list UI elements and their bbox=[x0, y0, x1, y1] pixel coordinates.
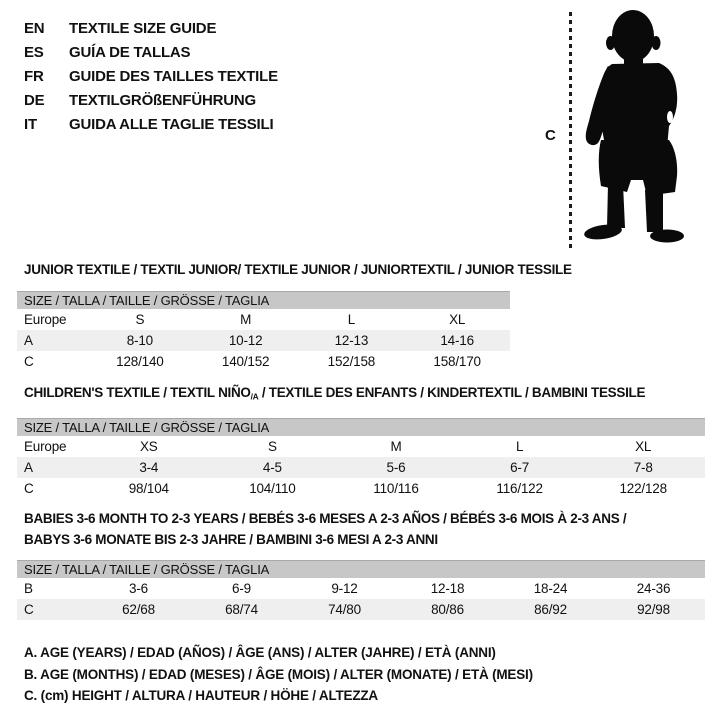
babies-section-title bbox=[24, 508, 626, 550]
size-cell: 68/74 bbox=[225, 602, 258, 617]
size-cell: 128/140 bbox=[116, 354, 164, 369]
lang-row-it bbox=[24, 112, 278, 136]
table-row-months bbox=[17, 578, 705, 599]
size-cell: 4-5 bbox=[262, 460, 282, 475]
row-label: A bbox=[24, 460, 33, 475]
size-header-bar: SIZE / TALLA / TAILLE / GRÖSSE / TAGLIA bbox=[17, 418, 705, 436]
size-cell: 3-4 bbox=[139, 460, 159, 475]
size-cell: 110/116 bbox=[373, 481, 419, 496]
children-title-sub: /A bbox=[250, 391, 259, 402]
size-cell: 140/152 bbox=[221, 354, 270, 369]
footnote-legend bbox=[24, 642, 533, 707]
row-label: C bbox=[24, 354, 34, 369]
size-cell: 24-36 bbox=[636, 581, 671, 596]
lang-code: EN bbox=[24, 19, 45, 37]
row-label: Europe bbox=[24, 439, 67, 454]
table-row-height bbox=[17, 599, 705, 620]
toddler-silhouette-icon bbox=[581, 6, 700, 252]
lang-row-es bbox=[24, 40, 278, 64]
table-row-age bbox=[17, 330, 510, 351]
size-cell: XL bbox=[635, 439, 652, 454]
size-cell: 98/104 bbox=[128, 481, 169, 496]
size-cell: 12-13 bbox=[334, 333, 369, 348]
size-cell: XL bbox=[449, 312, 466, 327]
lang-code: ES bbox=[24, 43, 44, 61]
size-cell: 86/92 bbox=[534, 602, 567, 617]
lang-row-en bbox=[24, 16, 278, 40]
lang-code: IT bbox=[24, 115, 37, 133]
size-cell: 92/98 bbox=[637, 602, 670, 617]
children-size-table bbox=[17, 418, 705, 499]
row-label: A bbox=[24, 333, 33, 348]
size-cell: 8-10 bbox=[126, 333, 153, 348]
size-cell: 122/128 bbox=[619, 481, 667, 496]
size-cell: 12-18 bbox=[430, 581, 465, 596]
size-cell: S bbox=[267, 439, 277, 454]
table-row-europe bbox=[17, 436, 705, 457]
size-cell: 5-6 bbox=[386, 460, 406, 475]
size-cell: M bbox=[240, 312, 252, 327]
size-cell: 18-24 bbox=[533, 581, 568, 596]
size-cell: 80/86 bbox=[431, 602, 464, 617]
footnote-b: B. AGE (MONTHS) / EDAD (MESES) / ÂGE (MOIS) / ALTER (MONATE) / ETÀ (MESI) bbox=[24, 666, 533, 682]
size-cell: 116/122 bbox=[496, 481, 543, 496]
table-row-height bbox=[17, 478, 705, 499]
junior-size-table bbox=[17, 291, 510, 372]
lang-row-fr bbox=[24, 64, 278, 88]
size-cell: 104/110 bbox=[249, 481, 296, 496]
size-cell: 7-8 bbox=[633, 460, 653, 475]
size-header-bar: SIZE / TALLA / TAILLE / GRÖSSE / TAGLIA bbox=[17, 560, 705, 578]
lang-label: TEXTILGRÖßENFÜHRUNG bbox=[69, 91, 257, 109]
row-label: Europe bbox=[24, 312, 67, 327]
size-cell: 14-16 bbox=[440, 333, 474, 348]
babies-title-line-1: BABIES 3-6 MONTH TO 2-3 YEARS / BEBÉS 3-6 MESES A 2-3 AÑOS / BÉBÉS 3-6 MOIS À 2-3 ANS / bbox=[24, 511, 627, 526]
height-measure-line bbox=[569, 12, 572, 250]
lang-row-de bbox=[24, 88, 278, 112]
children-section-title bbox=[24, 382, 645, 407]
lang-code: FR bbox=[24, 67, 44, 85]
children-title-post: / TEXTILE DES ENFANTS / KINDERTEXTIL / BAMBINI TESSILE bbox=[258, 385, 646, 400]
footnote-c: C. (cm) HEIGHT / ALTURA / HAUTEUR / HÖHE / ALTEZZA bbox=[24, 688, 378, 703]
size-cell: L bbox=[347, 312, 356, 327]
row-label: B bbox=[24, 581, 33, 596]
size-cell: 74/80 bbox=[328, 602, 361, 617]
lang-code: DE bbox=[24, 91, 45, 109]
children-title-pre: CHILDREN'S TEXTILE / TEXTIL NIÑO bbox=[24, 385, 251, 400]
row-label: C bbox=[24, 602, 34, 617]
size-cell: 158/170 bbox=[433, 354, 481, 369]
footnote-a: A. AGE (YEARS) / EDAD (AÑOS) / ÂGE (ANS) / ALTER (JAHRE) / ETÀ (ANNI) bbox=[24, 645, 496, 660]
lang-label: TEXTILE SIZE GUIDE bbox=[69, 19, 217, 37]
size-cell: S bbox=[135, 312, 145, 327]
height-measure-label: C bbox=[545, 127, 556, 144]
junior-section-title: JUNIOR TEXTILE / TEXTIL JUNIOR/ TEXTILE JUNIOR / JUNIORTEXTIL / JUNIOR TESSILE bbox=[24, 262, 572, 277]
babies-title-line-2: BABYS 3-6 MONATE BIS 2-3 JAHRE / BAMBINI 3-6 MESI A 2-3 ANNI bbox=[24, 532, 438, 547]
row-label: C bbox=[24, 481, 34, 496]
language-title-list bbox=[24, 16, 278, 136]
size-cell: 6-7 bbox=[510, 460, 530, 475]
size-cell: 62/68 bbox=[122, 602, 155, 617]
size-cell: 152/158 bbox=[327, 354, 376, 369]
size-cell: L bbox=[515, 439, 524, 454]
size-cell: 9-12 bbox=[331, 581, 358, 596]
lang-label: GUÍA DE TALLAS bbox=[69, 43, 191, 61]
babies-size-table bbox=[17, 560, 705, 620]
lang-label: GUIDA ALLE TAGLIE TESSILI bbox=[69, 115, 274, 133]
size-cell: 10-12 bbox=[228, 333, 263, 348]
table-row-europe bbox=[17, 309, 510, 330]
size-cell: 3-6 bbox=[129, 581, 148, 596]
size-cell: M bbox=[390, 439, 402, 454]
size-cell: 6-9 bbox=[232, 581, 251, 596]
size-header-bar: SIZE / TALLA / TAILLE / GRÖSSE / TAGLIA bbox=[17, 291, 510, 309]
table-row-height bbox=[17, 351, 510, 372]
table-row-age bbox=[17, 457, 705, 478]
size-cell: XS bbox=[139, 439, 158, 454]
lang-label: GUIDE DES TAILLES TEXTILE bbox=[69, 67, 278, 85]
